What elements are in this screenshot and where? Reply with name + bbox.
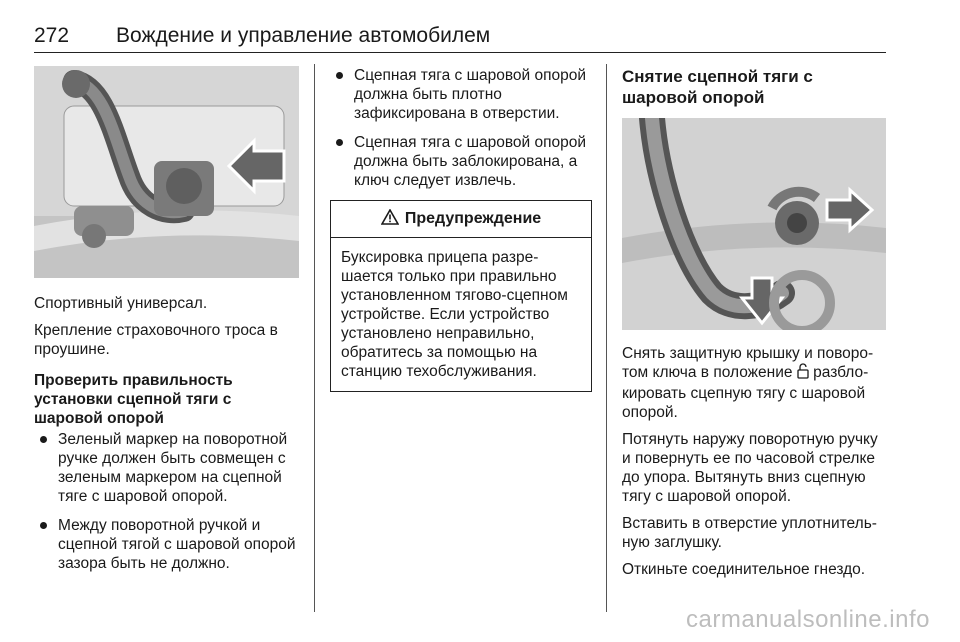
removal-step-4: Откиньте соединительное гнездо. bbox=[622, 561, 866, 578]
caption-safety-cable: Крепление страховочного троса в проушине. bbox=[34, 322, 278, 358]
open-padlock-icon bbox=[797, 363, 809, 384]
removal-step-2: Потянуть наружу поворотную ручку и повернуть ее по часовой стрелке до упора. Вытянуть вниз сцепную тягу с шаровой опорой. bbox=[622, 431, 878, 505]
section-heading-check-installation: Проверить правильность установки сцепной тяги с шаровой опорой bbox=[34, 372, 233, 427]
warning-title: Предупреждение bbox=[404, 210, 542, 227]
check-list bbox=[34, 430, 299, 573]
page-header bbox=[34, 18, 886, 53]
list-item: Зеленый маркер на поворотной ручке должен быть совмещен с зеленым маркером на сцепной тяге с шаровой опорой. bbox=[34, 430, 299, 506]
page-title: Вождение и управление автомобилем bbox=[116, 24, 491, 47]
warning-header bbox=[331, 201, 591, 238]
check-list-continued bbox=[330, 66, 592, 190]
removal-step-1: Снять защитную крышку и поворотом ключа в положение разблокировать сцепную тягу с шаровой опорой. bbox=[622, 345, 874, 421]
column-middle bbox=[330, 66, 592, 392]
column-left bbox=[34, 66, 299, 583]
watermark: carmanualsonline.info bbox=[686, 606, 930, 633]
warning-box bbox=[330, 200, 592, 392]
tow-bar-removal-illustration bbox=[622, 118, 886, 330]
section-heading-removal: Снятие сцепной тяги с шаровой опорой bbox=[622, 67, 813, 107]
page-number: 272 bbox=[34, 24, 70, 47]
column-right bbox=[622, 66, 886, 587]
caption-sports-tourer: Спортивный универсал. bbox=[34, 295, 208, 312]
tow-bar-illustration bbox=[34, 66, 299, 278]
warning-triangle-icon bbox=[381, 209, 399, 230]
removal-step-3: Вставить в отверстие уплотнительную заглушку. bbox=[622, 515, 877, 551]
warning-body: Буксировка прицепа разрешается только при правильно установленном тягово-сцепном устройстве. Если устройство установлено неправильно, обратитесь за помощью на станцию техобслуживания. bbox=[341, 249, 568, 380]
column-divider-1 bbox=[314, 64, 315, 612]
list-item: Между поворотной ручкой и сцепной тягой с шаровой опорой зазора быть не должно. bbox=[34, 516, 299, 573]
column-divider-2 bbox=[606, 64, 607, 612]
list-item: Сцепная тяга с шаровой опорой должна быть плотно зафиксирована в отверстии. bbox=[330, 66, 592, 123]
list-item: Сцепная тяга с шаровой опорой должна быть заблокирована, а ключ следует извлечь. bbox=[330, 133, 592, 190]
